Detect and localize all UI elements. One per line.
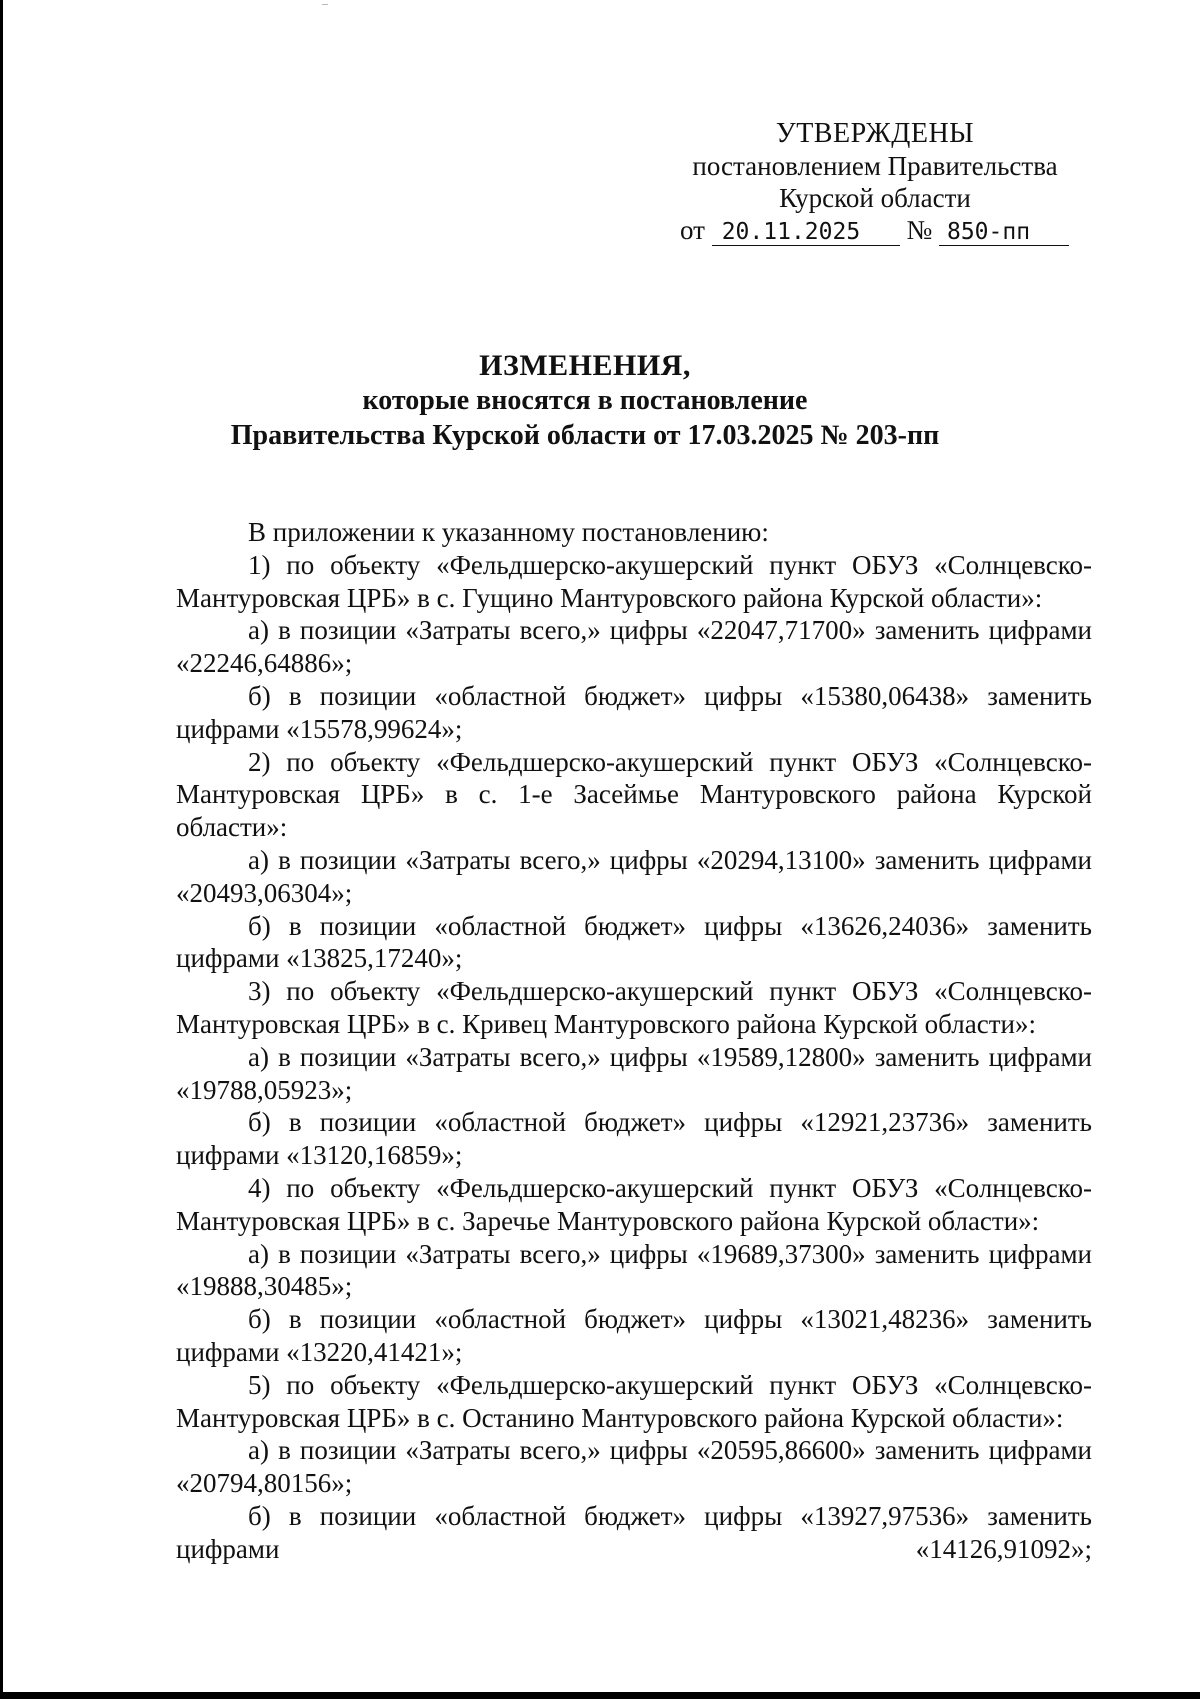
paragraph-2b: б) в позиции «областной бюджет» цифры «13626,24036» заменить цифрами «13825,17240»; [176, 910, 1092, 974]
approval-line-3: Курской области [779, 183, 971, 213]
approval-line-2: постановлением Правительства [692, 151, 1058, 181]
title-line-1: ИЗМЕНЕНИЯ, [479, 349, 691, 382]
approval-stamp [660, 118, 1090, 246]
paragraph-object-3: 3) по объекту «Фельдшерско-акушерский пункт ОБУЗ «Солнцевско-Мантуровская ЦРБ» в с. Кривец Мантуровского района Курской области»: [176, 976, 1092, 1039]
paragraph-3a: а) в позиции «Затраты всего,» цифры «19589,12800» заменить цифрами «19788,05923»; [176, 1041, 1092, 1105]
paragraph-object-5: 5) по объекту «Фельдшерско-акушерский пункт ОБУЗ «Солнцевско-Мантуровская ЦРБ» в с. Останино Мантуровского района Курской области»: [176, 1369, 1092, 1433]
paragraph-5a: а) в позиции «Затраты всего,» цифры «20595,86600» заменить цифрами «20794,80156»; [176, 1435, 1092, 1499]
document-body [176, 516, 1092, 1566]
approval-heading: УТВЕРЖДЕНЫ [775, 118, 975, 149]
number-prefix: № [906, 215, 933, 245]
paragraph-object-4: 4) по объекту «Фельдшерско-акушерский пункт ОБУЗ «Солнцевско-Мантуровская ЦРБ» в с. Заречье Мантуровского района Курской области»: [176, 1172, 1092, 1236]
title-line-2: которые вносятся в постановление [362, 385, 808, 416]
document-title [180, 348, 990, 453]
paragraph-4a: а) в позиции «Затраты всего,» цифры «19689,37300» заменить цифрами «19888,30485»; [176, 1238, 1092, 1302]
paragraph-3b: б) в позиции «областной бюджет» цифры «12921,23736» заменить цифрами «13120,16859»; [176, 1107, 1092, 1171]
date-field: 20.11.2025 [712, 219, 900, 246]
paragraph-4b: б) в позиции «областной бюджет» цифры «13021,48236» заменить цифрами «13220,41421»; [176, 1304, 1092, 1367]
title-line-3: Правительства Курской области от 17.03.2025 № 203-пп [230, 420, 940, 451]
paragraph-object-2: 2) по объекту «Фельдшерско-акушерский пункт ОБУЗ «Солнцевско-Мантуровская ЦРБ» в с. 1-е Засеймье Мантуровского района Курской области»: [176, 746, 1092, 843]
scan-left-edge [0, 0, 3, 1699]
scan-artifact [322, 4, 328, 5]
paragraph-intro: В приложении к указанному постановлению: [248, 517, 769, 547]
number-field: 850-пп [939, 219, 1069, 246]
paragraph-1b: б) в позиции «областной бюджет» цифры «15380,06438» заменить цифрами «15578,99624»; [176, 680, 1092, 744]
date-prefix: от [680, 215, 705, 245]
approval-date-line [660, 214, 1090, 246]
paragraph-object-1: 1) по объекту «Фельдшерско-акушерский пункт ОБУЗ «Солнцевско-Мантуровская ЦРБ» в с. Гущино Мантуровского района Курской области»: [176, 549, 1092, 613]
paragraph-5b: б) в позиции «областной бюджет» цифры «13927,97536» заменить цифрами «14126,91092»; [176, 1500, 1092, 1564]
scan-bottom-edge [0, 1692, 1200, 1699]
paragraph-1a: а) в позиции «Затраты всего,» цифры «22047,71700» заменить цифрами «22246,64886»; [176, 615, 1092, 679]
paragraph-2a: а) в позиции «Затраты всего,» цифры «20294,13100» заменить цифрами «20493,06304»; [176, 844, 1092, 908]
